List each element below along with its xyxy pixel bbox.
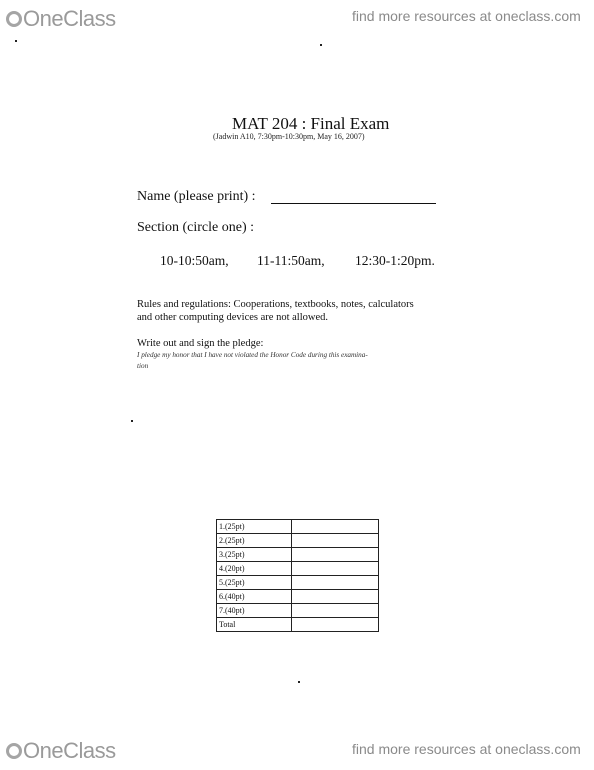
exam-title: MAT 204 : Final Exam — [232, 114, 390, 133]
score-table — [216, 519, 379, 632]
score-cell[interactable] — [292, 520, 379, 534]
score-cell[interactable] — [292, 590, 379, 604]
table-row — [217, 618, 379, 632]
score-label: 5.(25pt) — [217, 576, 292, 590]
brand-text: OneClass — [23, 6, 116, 31]
oneclass-logo-footer[interactable] — [6, 738, 116, 764]
scan-speck — [15, 40, 17, 42]
score-cell[interactable] — [292, 618, 379, 632]
rules-line-1: Rules and regulations: Cooperations, textbooks, notes, calculators — [137, 299, 414, 310]
name-underline[interactable] — [271, 203, 436, 204]
table-row — [217, 534, 379, 548]
exam-subtitle: (Jadwin A10, 7:30pm-10:30pm, May 16, 2007) — [213, 132, 365, 141]
oneclass-logo[interactable] — [6, 6, 116, 32]
pledge-line-2: tion — [137, 362, 149, 370]
score-label: 4.(20pt) — [217, 562, 292, 576]
table-row — [217, 548, 379, 562]
score-label: Total — [217, 618, 292, 632]
score-cell[interactable] — [292, 604, 379, 618]
section-option-2[interactable]: 11-11:50am, — [257, 253, 325, 268]
table-row — [217, 520, 379, 534]
rules-line-2: and other computing devices are not allowed. — [137, 312, 328, 323]
find-more-link[interactable]: find more resources at oneclass.com — [352, 8, 581, 24]
pledge-label: Write out and sign the pledge: — [137, 338, 264, 349]
score-cell[interactable] — [292, 548, 379, 562]
section-option-3[interactable]: 12:30-1:20pm. — [355, 253, 435, 268]
find-more-link-footer[interactable]: find more resources at oneclass.com — [352, 741, 581, 757]
score-label: 1.(25pt) — [217, 520, 292, 534]
pledge-line-1: I pledge my honor that I have not violated the Honor Code during this examina- — [137, 351, 368, 359]
table-row — [217, 562, 379, 576]
score-cell[interactable] — [292, 576, 379, 590]
table-row — [217, 590, 379, 604]
section-option-1[interactable]: 10-10:50am, — [160, 253, 229, 268]
table-row — [217, 604, 379, 618]
score-cell[interactable] — [292, 534, 379, 548]
score-label: 2.(25pt) — [217, 534, 292, 548]
score-cell[interactable] — [292, 562, 379, 576]
score-label: 6.(40pt) — [217, 590, 292, 604]
scan-speck — [320, 44, 322, 46]
oneclass-o-icon — [6, 743, 22, 759]
section-label: Section (circle one) : — [137, 220, 255, 235]
score-label: 3.(25pt) — [217, 548, 292, 562]
table-row — [217, 576, 379, 590]
oneclass-o-icon — [6, 11, 22, 27]
name-label: Name (please print) : — [137, 189, 256, 204]
scan-speck — [131, 420, 133, 422]
score-label: 7.(40pt) — [217, 604, 292, 618]
brand-text: OneClass — [23, 738, 116, 763]
scan-speck — [298, 681, 300, 683]
